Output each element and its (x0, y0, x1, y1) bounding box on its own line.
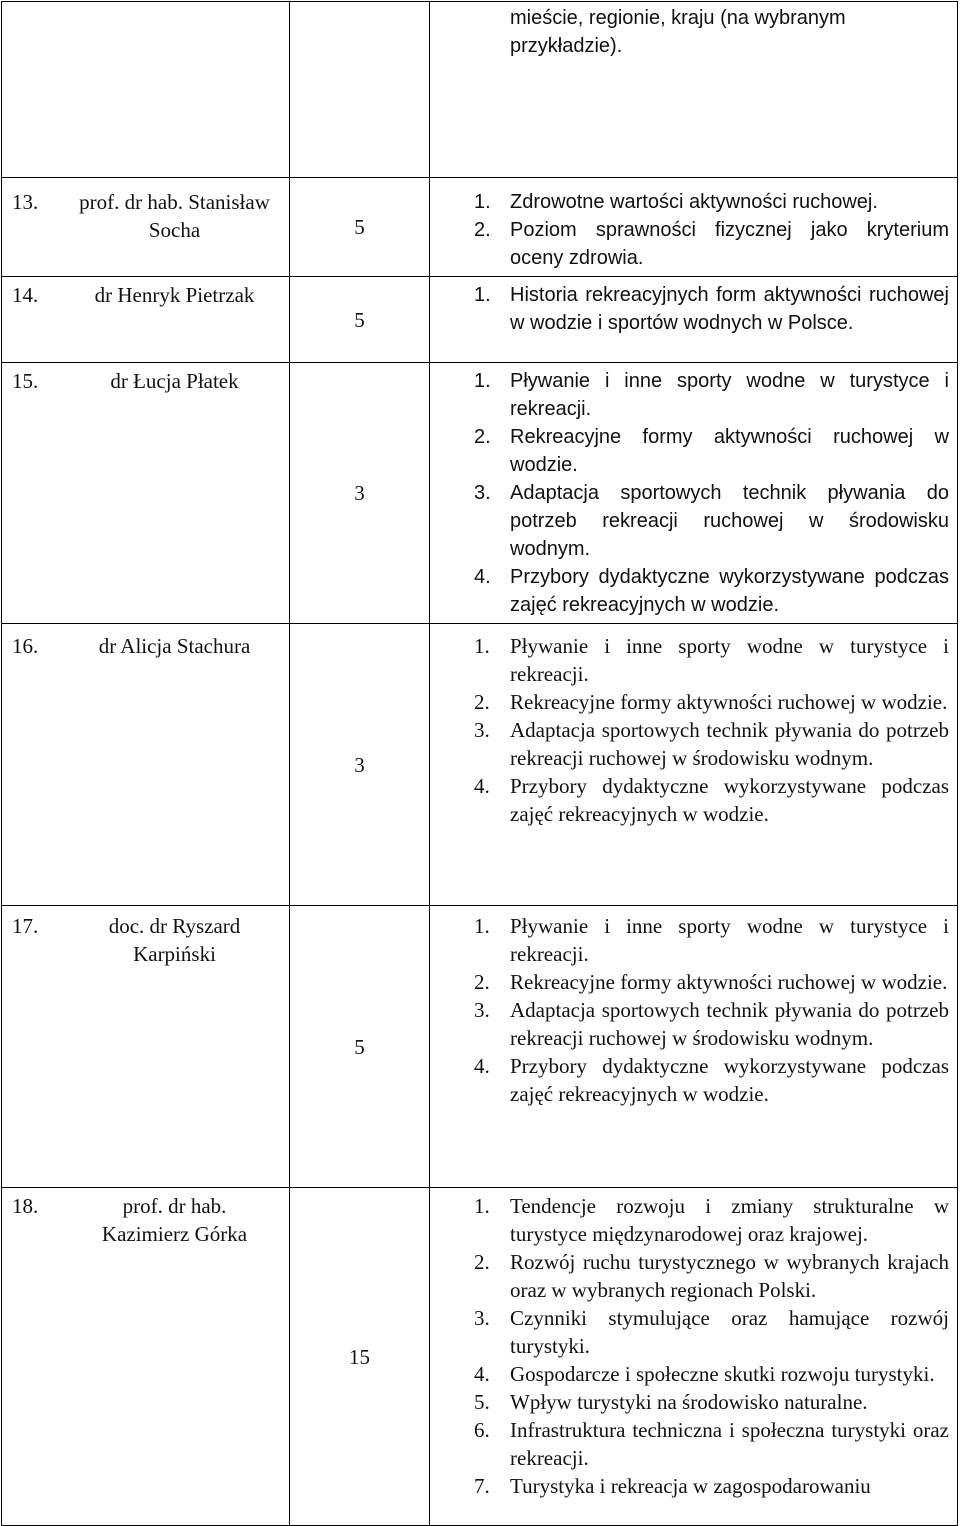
topics-cell (430, 906, 958, 1188)
topics-cell (430, 277, 958, 363)
topic-item: 1. Pływanie i inne sporty wodne w turystyce i rekreacji. (474, 370, 949, 420)
topic-item: 3. Czynniki stymulujące oraz hamujące rozwój turystyki. (474, 1306, 949, 1358)
lecture-schedule-table (1, 1, 958, 1526)
hours-cell (290, 178, 430, 277)
topic-item: 2. Poziom sprawności fizycznej jako kryterium oceny zdrowia. (474, 219, 949, 269)
name-cell (2, 624, 290, 906)
topic-item: 2. Rozwój ruchu turystycznego w wybranych krajach oraz w wybranych regionach Polski. (474, 1250, 949, 1302)
topic-item: 3. Adaptacja sportowych technik pływania do potrzeb rekreacji ruchowej w środowisku wodnym. (474, 718, 949, 770)
lecturer-name: Kazimierz Górka (101, 1222, 248, 1246)
topic-item: 2. Rekreacyjne formy aktywności ruchowej w wodzie. (474, 426, 949, 476)
hours-value: 5 (354, 215, 365, 239)
row-number: 14. (12, 283, 39, 307)
table-row (2, 906, 958, 1188)
topic-item: 1. Pływanie i inne sporty wodne w turystyce i rekreacji. (474, 634, 949, 686)
topic-item: 2. Rekreacyjne formy aktywności ruchowej w wodzie. (474, 970, 948, 994)
row-number: 18. (12, 1194, 39, 1218)
row-number: 17. (12, 914, 39, 938)
lecturer-name: prof. dr hab. (122, 1194, 227, 1218)
topic-item: 1. Zdrowotne wartości aktywności ruchowej. (474, 191, 878, 213)
hours-cell (290, 363, 430, 624)
hours-value: 15 (349, 1344, 370, 1369)
topics-cell (430, 363, 958, 624)
hours-cell (290, 2, 430, 178)
name-cell (2, 1188, 290, 1526)
table-row (2, 363, 958, 624)
topic-item: 5. Wpływ turystyki na środowisko naturalne. (474, 1390, 868, 1414)
hours-value: 3 (354, 481, 365, 505)
topic-continuation-line: mieście, regionie, kraju (na wybranym (510, 7, 846, 29)
hours-cell (290, 1188, 430, 1526)
topic-item: 6. Infrastruktura techniczna i społeczna turystyki oraz rekreacji. (474, 1418, 949, 1470)
topic-item: 4. Przybory dydaktyczne wykorzystywane podczas zajęć rekreacyjnych w wodzie. (474, 774, 949, 826)
topics-cell (430, 178, 958, 277)
hours-value: 5 (354, 1034, 365, 1059)
lecturer-name: prof. dr hab. Stanisław (79, 190, 270, 214)
lecturer-name: Socha (148, 218, 201, 242)
table-row-continuation (2, 2, 958, 178)
row-number: 16. (12, 634, 39, 658)
lecturer-name: dr Alicja Stachura (98, 634, 251, 658)
hours-value: 5 (354, 307, 365, 332)
topic-item: 4. Przybory dydaktyczne wykorzystywane podczas zajęć rekreacyjnych w wodzie. (474, 1054, 949, 1106)
topic-item: 1. Tendencje rozwoju i zmiany strukturalne w turystyce międzynarodowej oraz krajowej. (474, 1194, 949, 1246)
hours-cell (290, 906, 430, 1188)
row-number: 15. (12, 369, 39, 393)
topics-cell (430, 1188, 958, 1526)
topic-item: 4. Gospodarcze i społeczne skutki rozwoju turystyki. (474, 1362, 935, 1386)
name-cell (2, 363, 290, 624)
table-row (2, 624, 958, 906)
lecturer-name: Karpiński (133, 942, 216, 966)
row-number: 13. (12, 190, 39, 214)
topic-continuation-line: przykładzie). (510, 35, 623, 57)
topic-item: 1. Historia rekreacyjnych form aktywności ruchowej w wodzie i sportów wodnych w Polsce. (474, 284, 949, 334)
lecturer-name: dr Łucja Płatek (110, 369, 239, 393)
name-cell (2, 906, 290, 1188)
topic-item: 4. Przybory dydaktyczne wykorzystywane podczas zajęć rekreacyjnych w wodzie. (474, 566, 949, 616)
hours-cell (290, 277, 430, 363)
name-cell (2, 2, 290, 178)
topics-cell (430, 624, 958, 906)
hours-cell (290, 624, 430, 906)
topic-item: 2. Rekreacyjne formy aktywności ruchowej w wodzie. (474, 690, 948, 714)
topic-item: 1. Pływanie i inne sporty wodne w turystyce i rekreacji. (474, 914, 949, 966)
topic-item: 3. Adaptacja sportowych technik pływania do potrzeb rekreacji ruchowej w środowisku wodnym. (474, 482, 949, 560)
lecturer-name: doc. dr Ryszard (108, 914, 241, 938)
topic-item: 7. Turystyka i rekreacja w zagospodarowaniu (474, 1474, 871, 1498)
table-row (2, 1188, 958, 1526)
topic-item: 3. Adaptacja sportowych technik pływania do potrzeb rekreacji ruchowej w środowisku wodnym. (474, 998, 949, 1050)
name-cell (2, 178, 290, 277)
hours-value: 3 (354, 752, 365, 777)
lecturer-name: dr Henryk Pietrzak (94, 283, 255, 307)
table-row (2, 277, 958, 363)
name-cell (2, 277, 290, 363)
table-row (2, 178, 958, 277)
topics-cell (430, 2, 958, 178)
